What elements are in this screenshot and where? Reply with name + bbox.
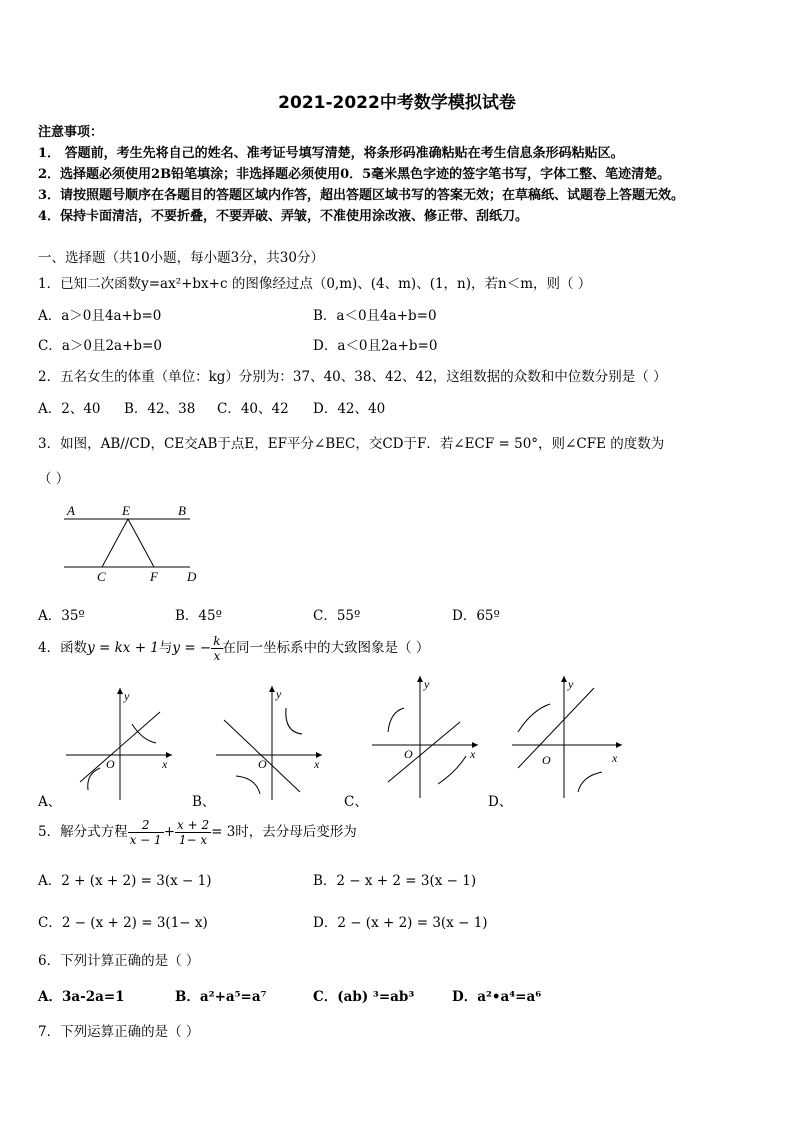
q3-option-d[interactable]: D．65º (452, 608, 500, 624)
q5-option-b[interactable]: B．2 − x + 2 = 3(x − 1) (313, 873, 477, 889)
q2-option-b[interactable]: B．42、38 (124, 401, 196, 417)
q6-option-d[interactable]: D．a²•a⁴=a⁶ (452, 989, 542, 1005)
page-title: 2021-2022中考数学模拟试卷 (278, 93, 516, 113)
q5-fraction-1: $\frac{2}{x - 1}$ (129, 818, 162, 847)
q2-option-a[interactable]: A．2、40 (38, 401, 101, 417)
q7-stem: 7．下列运算正确的是（ ） (38, 1024, 200, 1040)
svg-text:x: x (314, 757, 320, 771)
q4-graph-c[interactable] (366, 672, 486, 802)
svg-text:O: O (404, 747, 413, 761)
q2-stem: 2．五名女生的体重（单位：kg）分别为：37、40、38、42、42，这组数据的众数和中位数分别是（ ） (38, 369, 667, 385)
label-F: F (150, 569, 158, 584)
q4-func-1: y = kx + 1 (87, 640, 159, 656)
svg-text:y: y (424, 677, 430, 691)
q4-stem-post: 在同一坐标系中的大致图象是（ ） (222, 640, 430, 656)
q6-option-c[interactable]: C．(ab) ³=ab³ (313, 989, 415, 1005)
q5-stem (38, 818, 357, 847)
q4-func-2: y = − (172, 640, 212, 656)
q5-option-c[interactable]: C．2 − (x + 2) = 3(1− x) (38, 915, 208, 931)
note-item-2: 2．选择题必须使用2B铅笔填涂；非选择题必须使用0．5毫米黑色字迹的签字笔书写，字体工整、笔迹清楚。 (38, 167, 671, 182)
q4-graph-a[interactable] (60, 682, 180, 802)
q3-stem: 3．如图，AB//CD，CE交AB于点E，EF平分∠BEC，交CD于F．若∠ECF = 50°，则∠CFE 的度数为 (38, 436, 665, 452)
q6-option-b[interactable]: B．a²+a⁵=a⁷ (175, 989, 267, 1005)
q4-frac-num: k (213, 634, 221, 648)
q5-stem-pre: 5．解分式方程 (38, 824, 128, 840)
q1-option-a[interactable]: A．a＞0且4a+b=0 (38, 308, 162, 324)
q4-fraction (211, 634, 222, 663)
q4-option-d[interactable]: D、 (488, 794, 513, 810)
svg-text:y: y (568, 677, 574, 691)
q5-plus: + (163, 824, 175, 840)
q4-option-a[interactable]: A、 (38, 794, 62, 810)
q2-option-c[interactable]: C．40、42 (217, 401, 289, 417)
q3-option-a[interactable]: A．35º (38, 608, 85, 624)
section-heading: 一、选择题（共10小题，每小题3分，共30分） (38, 250, 324, 266)
q4-stem-mid: 与 (158, 640, 173, 656)
q4-option-c[interactable]: C、 (344, 794, 368, 810)
svg-text:O: O (258, 757, 267, 771)
svg-text:x: x (162, 757, 168, 771)
label-D: D (187, 569, 197, 584)
q4-frac-den: x (213, 649, 221, 663)
svg-text:x: x (612, 751, 618, 765)
q4-stem-pre: 4．函数 (38, 640, 88, 656)
q3-figure (60, 500, 210, 588)
note-item-4: 4．保持卡面清洁，不要折叠，不要弄破、弄皱，不准使用涂改液、修正带、刮纸刀。 (38, 209, 529, 224)
note-item-3: 3．请按照题号顺序在各题目的答题区域内作答，超出答题区域书写的答案无效；在草稿纸、试题卷上答题无效。 (38, 188, 685, 203)
q1-stem: 1．已知二次函数y=ax²+bx+c 的图像经过点（0,m)、(4、m)、(1，n)，若n＜m，则（ ） (38, 276, 592, 292)
q3-option-c[interactable]: C．55º (313, 608, 361, 624)
label-B: B (178, 503, 186, 518)
q5-stem-post: = 3时，去分母后变形为 (211, 824, 357, 840)
q5-option-d[interactable]: D．2 − (x + 2) = 3(x − 1) (313, 915, 488, 931)
q1-option-c[interactable]: C．a＞0且2a+b=0 (38, 338, 162, 354)
q3-option-b[interactable]: B．45º (175, 608, 222, 624)
label-E: E (122, 503, 130, 518)
q1-option-b[interactable]: B．a＜0且4a+b=0 (313, 308, 437, 324)
q6-option-a[interactable]: A．3a-2a=1 (38, 989, 125, 1005)
note-item-1: 1． 答题前，考生先将自己的姓名、准考证号填写清楚，将条形码准确粘贴在考生信息条形码粘贴区。 (38, 146, 624, 161)
q4-stem (38, 634, 429, 663)
q6-stem: 6．下列计算正确的是（ ） (38, 953, 200, 969)
svg-text:O: O (542, 753, 551, 767)
svg-text:x: x (470, 747, 476, 761)
svg-text:y: y (276, 687, 282, 701)
q5-option-a[interactable]: A．2 + (x + 2) = 3(x − 1) (38, 873, 212, 889)
svg-text:O: O (106, 757, 115, 771)
q4-graph-b[interactable] (210, 682, 330, 802)
label-C: C (97, 569, 106, 584)
q2-option-d[interactable]: D．42、40 (313, 401, 386, 417)
label-A: A (67, 503, 75, 518)
q1-option-d[interactable]: D．a＜0且2a+b=0 (313, 338, 438, 354)
svg-text:y: y (124, 689, 130, 703)
q4-option-b[interactable]: B、 (192, 794, 216, 810)
q3-paren: （ ） (38, 471, 70, 487)
q5-fraction-2: $\frac{x + 2}{1- x}$ (177, 818, 210, 847)
q4-graph-d[interactable] (508, 672, 628, 802)
notes-heading: 注意事项： (38, 125, 104, 140)
